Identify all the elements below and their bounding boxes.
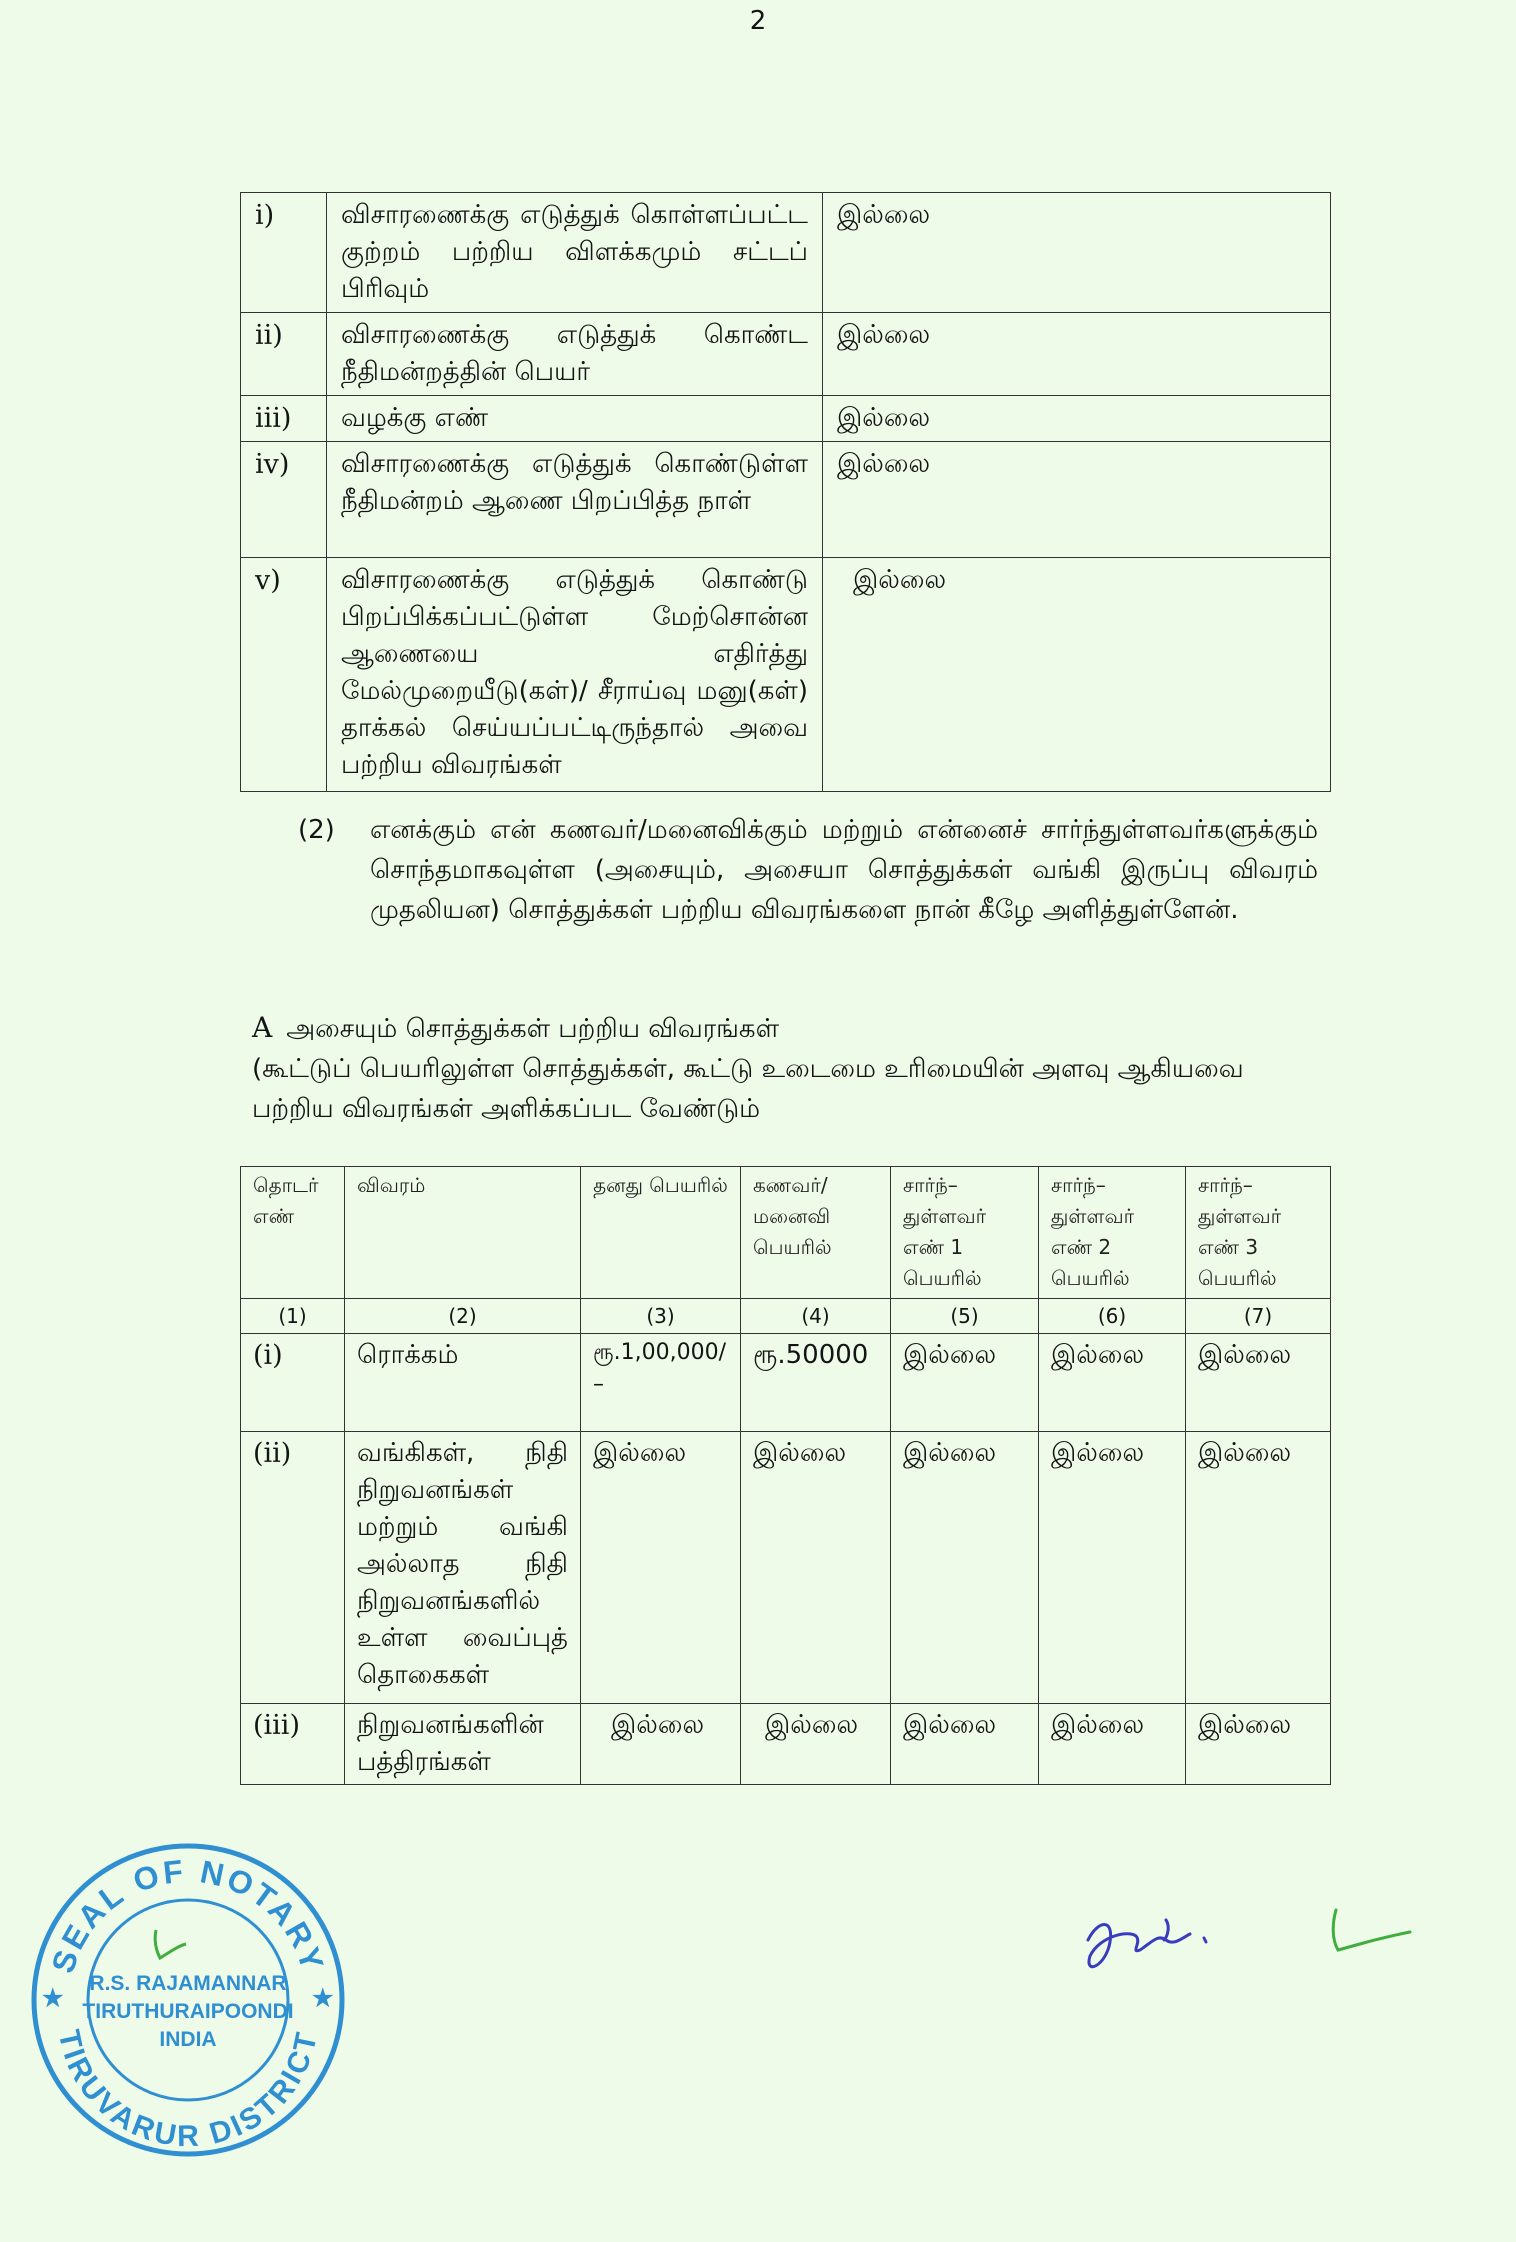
table-row (241, 442, 1331, 558)
table-row (241, 396, 1331, 442)
table-row (241, 313, 1331, 396)
paragraph-text: எனக்கும் என் கணவர்/மனைவிக்கும் மற்றும் என்னைச் சார்ந்துள்ளவர்களுக்கும் சொந்தமாகவுள்ள (அசையும், அசையா சொத்துக்கள் வங்கி இருப்பு விவரம் முதலியன) சொத்துக்கள் பற்றிய விவரங்களை நான் கீழே அளித்துள்ளேன். (370, 815, 1318, 925)
signature (1070, 1880, 1430, 2020)
cell-spouse: ரூ.50000 (741, 1334, 891, 1432)
row-number: iii) (241, 396, 327, 442)
column-index: (2) (345, 1299, 581, 1334)
header-serial: தொடர் எண் (241, 1167, 345, 1299)
column-index: (4) (741, 1299, 891, 1334)
table-row (241, 1432, 1331, 1704)
header-dependent-3: சார்ந்– துள்ளவர் எண் 3 பெயரில் (1186, 1167, 1331, 1299)
header-dependent-1: சார்ந்– துள்ளவர் எண் 1 பெயரில் (891, 1167, 1039, 1299)
header-row (241, 1167, 1331, 1299)
column-index: (3) (581, 1299, 741, 1334)
table-row (241, 1334, 1331, 1432)
cell-dependent-2: இல்லை (1039, 1704, 1186, 1785)
row-description: விசாரணைக்கு எடுத்துக் கொள்ளப்பட்ட குற்றம் பற்றிய விளக்கமும் சட்டப் பிரிவும் (327, 193, 823, 313)
cell-spouse: இல்லை (741, 1704, 891, 1785)
row-number: (iii) (241, 1704, 345, 1785)
page-number: 2 (749, 6, 767, 36)
asset-declaration-paragraph (298, 810, 1318, 930)
row-description: வங்கிகள், நிதி நிறுவனங்கள் மற்றும் வங்கி அல்லாத நிதி நிறுவனங்களில் உள்ள வைப்புத் தொகைகள் (345, 1432, 581, 1704)
row-value: இல்லை (823, 193, 1331, 313)
star-icon: ★ (42, 1985, 64, 2012)
table-row (241, 193, 1331, 313)
star-icon: ★ (312, 1985, 334, 2012)
row-number: v) (241, 558, 327, 792)
section-a-heading (252, 1008, 1332, 1049)
row-number: (i) (241, 1334, 345, 1432)
cell-dependent-1: இல்லை (891, 1334, 1039, 1432)
paragraph-number: (2) (298, 815, 335, 845)
table-row (241, 1704, 1331, 1785)
row-value: இல்லை (823, 313, 1331, 396)
cell-self: ரூ.1,00,000/– (581, 1334, 741, 1432)
svg-text:TIRUTHURAIPOONDI: TIRUTHURAIPOONDI (82, 2000, 294, 2023)
cell-dependent-1: இல்லை (891, 1704, 1039, 1785)
header-spouse: கணவர்/ மனைவி பெயரில் (741, 1167, 891, 1299)
row-description: ரொக்கம் (345, 1334, 581, 1432)
row-number: (ii) (241, 1432, 345, 1704)
section-a (252, 1008, 1332, 1129)
svg-text:SEAL OF NOTARY: SEAL OF NOTARY (44, 1852, 332, 1978)
cell-dependent-2: இல்லை (1039, 1432, 1186, 1704)
row-value: இல்லை (823, 396, 1331, 442)
svg-text:TIRUVARUR DISTRICT: TIRUVARUR DISTRICT (51, 2027, 325, 2154)
row-description: விசாரணைக்கு எடுத்துக் கொண்ட நீதிமன்றத்தின் பெயர் (327, 313, 823, 396)
row-value: இல்லை (823, 558, 1331, 792)
section-letter: A (252, 1011, 273, 1044)
row-description: விசாரணைக்கு எடுத்துக் கொண்டுள்ள நீதிமன்றம் ஆணை பிறப்பித்த நாள் (327, 442, 823, 558)
row-number: i) (241, 193, 327, 313)
table-row (241, 558, 1331, 792)
column-index: (1) (241, 1299, 345, 1334)
row-description: வழக்கு எண் (327, 396, 823, 442)
section-title: அசையும் சொத்துக்கள் பற்றிய விவரங்கள் (286, 1014, 780, 1044)
row-description: விசாரணைக்கு எடுத்துக் கொண்டு பிறப்பிக்கப்பட்டுள்ள மேற்சொன்ன ஆணையை எதிர்த்து மேல்முறையீடு(கள்)/ சீராய்வு மனு(கள்) தாக்கல் செய்யப்பட்டிருந்தால் அவை பற்றிய விவரங்கள் (327, 558, 823, 792)
cell-dependent-3: இல்லை (1186, 1334, 1331, 1432)
svg-text:R.S. RAJAMANNAR: R.S. RAJAMANNAR (89, 1972, 287, 1995)
cell-dependent-2: இல்லை (1039, 1334, 1186, 1432)
column-index: (5) (891, 1299, 1039, 1334)
cell-dependent-3: இல்லை (1186, 1432, 1331, 1704)
cell-dependent-3: இல்லை (1186, 1704, 1331, 1785)
row-number: iv) (241, 442, 327, 558)
column-index: (7) (1186, 1299, 1331, 1334)
header-dependent-2: சார்ந்– துள்ளவர் எண் 2 பெயரில் (1039, 1167, 1186, 1299)
column-index-row (241, 1299, 1331, 1334)
row-description: நிறுவனங்களின் பத்திரங்கள் (345, 1704, 581, 1785)
movable-assets-table (240, 1166, 1331, 1785)
cell-dependent-1: இல்லை (891, 1432, 1039, 1704)
cell-self: இல்லை (581, 1704, 741, 1785)
section-note: (கூட்டுப் பெயரிலுள்ள சொத்துக்கள், கூட்டு உடைமை உரிமையின் அளவு ஆகியவை பற்றிய விவரங்கள் அளிக்கப்பட வேண்டும் (252, 1054, 1244, 1124)
column-index: (6) (1039, 1299, 1186, 1334)
cell-self: இல்லை (581, 1432, 741, 1704)
case-details-table (240, 192, 1331, 792)
row-number: ii) (241, 313, 327, 396)
header-self: தனது பெயரில் (581, 1167, 741, 1299)
row-value: இல்லை (823, 442, 1331, 558)
notary-seal-stamp (28, 1840, 348, 2160)
svg-text:INDIA: INDIA (159, 2028, 217, 2051)
header-description: விவரம் (345, 1167, 581, 1299)
cell-spouse: இல்லை (741, 1432, 891, 1704)
